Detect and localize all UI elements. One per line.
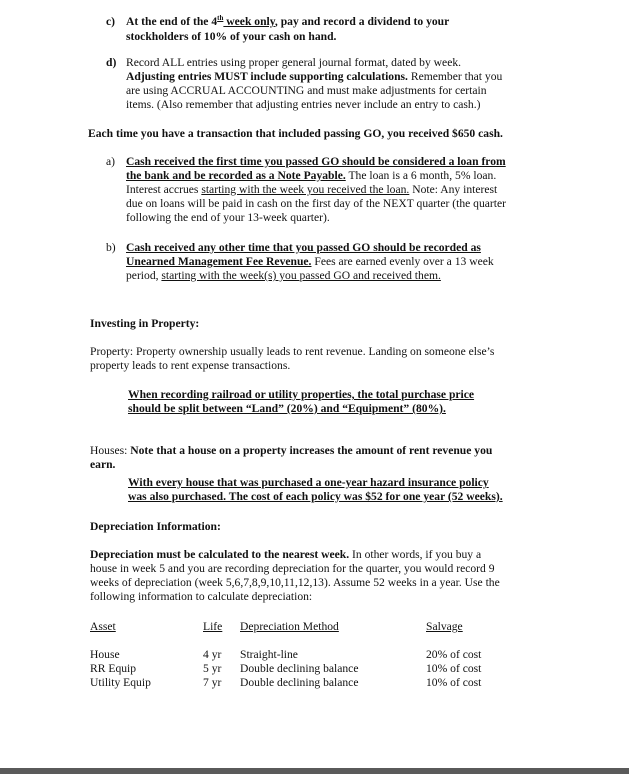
item-a-line5: following the end of your 13-week quarter). bbox=[126, 211, 330, 224]
item-a-line3 bbox=[126, 183, 497, 197]
depreciation-heading: Depreciation Information: bbox=[90, 520, 221, 533]
houses-line2: earn. bbox=[90, 458, 116, 471]
depreciation-line1 bbox=[90, 548, 481, 562]
item-b-line2-rest: Fees are earned evenly over a 13 week bbox=[311, 255, 494, 268]
item-d-label: d) bbox=[106, 56, 117, 69]
investing-heading: Investing in Property: bbox=[90, 317, 200, 330]
table-row-utility-salvage: 10% of cost bbox=[426, 676, 482, 689]
item-c-line2: stockholders of 10% of your cash on hand. bbox=[126, 30, 337, 43]
item-a-note-payable: the bank and be recorded as a Note Payable. bbox=[126, 169, 346, 182]
depreciation-line4: following information to calculate depreciation: bbox=[90, 590, 313, 603]
go-heading: Each time you have a transaction that included passing GO, you received $650 cash. bbox=[88, 127, 503, 140]
table-header-salvage: Salvage bbox=[426, 620, 463, 633]
table-row-rr-life: 5 yr bbox=[203, 662, 222, 675]
item-b-unearned-revenue: Unearned Management Fee Revenue. bbox=[126, 255, 312, 268]
investing-note-line2: should be split between “Land” (20%) and “Equipment” (80%). bbox=[128, 402, 446, 415]
item-b-line3-pre: period, bbox=[126, 269, 162, 282]
item-a-label: a) bbox=[106, 155, 116, 168]
item-a-line2 bbox=[126, 169, 496, 183]
item-b-label: b) bbox=[106, 241, 116, 254]
houses-bold1: Note that a house on a property increases the amount of rent revenue you bbox=[130, 444, 493, 457]
item-b-line1: Cash received any other time that you passed GO should be recorded as bbox=[126, 241, 481, 254]
item-a-interest-start: starting with the week you received the loan. bbox=[201, 183, 410, 196]
item-b-line3 bbox=[126, 269, 441, 283]
item-d-line3: are using ACCRUAL ACCOUNTING and must make adjustments for certain bbox=[126, 84, 487, 97]
item-c-week-only: week only bbox=[223, 15, 275, 28]
houses-note-line1: With every house that was purchased a one-year hazard insurance policy bbox=[128, 476, 489, 489]
table-row-house-asset: House bbox=[90, 648, 120, 661]
item-c-sup: th bbox=[217, 14, 224, 23]
item-b-start-week: starting with the week(s) you passed GO and received them. bbox=[161, 269, 441, 282]
houses-note-line2: was also purchased. The cost of each policy was $52 for one year (52 weeks). bbox=[128, 490, 503, 503]
table-row-house-method: Straight-line bbox=[240, 648, 298, 661]
table-row-house-life: 4 yr bbox=[203, 648, 222, 661]
table-header-asset: Asset bbox=[90, 620, 116, 633]
depreciation-line2: house in week 5 and you are recording depreciation for the quarter, you would record 9 bbox=[90, 562, 495, 575]
houses-line1 bbox=[90, 444, 492, 458]
depreciation-line1-rest: In other words, if you buy a bbox=[349, 548, 482, 561]
viewer-bottom-bar bbox=[0, 768, 629, 774]
item-d-line1: Record ALL entries using proper general journal format, dated by week. bbox=[126, 56, 462, 69]
item-c-line1 bbox=[126, 15, 449, 29]
table-header-method: Depreciation Method bbox=[240, 620, 339, 633]
table-row-utility-method: Double declining balance bbox=[240, 676, 359, 689]
depreciation-line3: weeks of depreciation (week 5,6,7,8,9,10,11,12,13). Assume 52 weeks in a year. Use the bbox=[90, 576, 500, 589]
table-row-rr-method: Double declining balance bbox=[240, 662, 359, 675]
item-a-line1: Cash received the first time you passed GO should be considered a loan from bbox=[126, 155, 506, 168]
item-c-line1-post: , pay and record a dividend to your bbox=[274, 15, 450, 28]
table-row-utility-asset: Utility Equip bbox=[90, 676, 151, 689]
item-d-line4: items. (Also remember that adjusting entries never include an entry to cash.) bbox=[126, 98, 481, 111]
investing-para-line2: property leads to rent expense transactions. bbox=[90, 359, 291, 372]
item-a-line4: due on loans will be paid in cash on the first day of the NEXT quarter (the quarter bbox=[126, 197, 507, 210]
item-d-line2 bbox=[126, 70, 502, 84]
investing-para-line1: Property: Property ownership usually leads to rent revenue. Landing on someone else’s bbox=[90, 345, 495, 358]
table-row-utility-life: 7 yr bbox=[203, 676, 222, 689]
depreciation-bold: Depreciation must be calculated to the nearest week. bbox=[90, 548, 350, 561]
table-header-life: Life bbox=[203, 620, 223, 633]
table-row-house-salvage: 20% of cost bbox=[426, 648, 482, 661]
item-b-line2 bbox=[126, 255, 494, 269]
item-d-adjusting-bold: Adjusting entries MUST include supporting calculations. bbox=[126, 70, 408, 83]
item-c-line1-pre: At the end of the 4 bbox=[126, 15, 218, 28]
item-a-line3-rest: Note: Any interest bbox=[409, 183, 498, 196]
table-row-rr-salvage: 10% of cost bbox=[426, 662, 482, 675]
item-a-line3-pre: Interest accrues bbox=[126, 183, 202, 196]
investing-note-line1: When recording railroad or utility properties, the total purchase price bbox=[128, 388, 475, 401]
item-a-line2-rest: The loan is a 6 month, 5% loan. bbox=[345, 169, 497, 182]
item-d-line2-rest: Remember that you bbox=[407, 70, 503, 83]
table-row-rr-asset: RR Equip bbox=[90, 662, 137, 675]
houses-prefix: Houses: bbox=[90, 444, 131, 457]
item-c-label: c) bbox=[106, 15, 116, 28]
